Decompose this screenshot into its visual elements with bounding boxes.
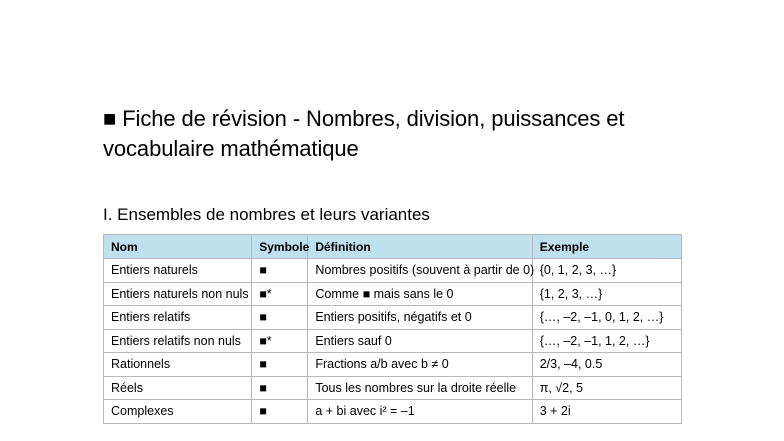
header-symbole: Symbole [252, 235, 308, 259]
cell-definition: Entiers positifs, négatifs et 0 [308, 306, 532, 330]
table-row [104, 353, 682, 377]
cell-definition: Comme ■ mais sans le 0 [308, 282, 532, 306]
cell-definition: Tous les nombres sur la droite réelle [308, 376, 532, 400]
document-title: ■ Fiche de révision - Nombres, division, puissances et vocabulaire mathématique [103, 106, 625, 161]
table-row [104, 329, 682, 353]
cell-symbole: ■ [252, 353, 308, 377]
cell-symbole: ■* [252, 282, 308, 306]
table-row [104, 376, 682, 400]
cell-definition: Entiers sauf 0 [308, 329, 532, 353]
cell-definition: Fractions a/b avec b ≠ 0 [308, 353, 532, 377]
table-header-row [104, 235, 682, 259]
cell-nom: Entiers relatifs non nuls [104, 329, 252, 353]
header-exemple: Exemple [532, 235, 681, 259]
cell-exemple: 2/3, –4, 0.5 [532, 353, 681, 377]
cell-symbole: ■ [252, 376, 308, 400]
cell-nom: Réels [104, 376, 252, 400]
table-row [104, 400, 682, 424]
section-heading: I. Ensembles de nombres et leurs variantes [103, 205, 430, 224]
table-row [104, 306, 682, 330]
cell-nom: Complexes [104, 400, 252, 424]
cell-symbole: ■* [252, 329, 308, 353]
cell-nom: Rationnels [104, 353, 252, 377]
cell-nom: Entiers naturels [104, 259, 252, 283]
cell-symbole: ■ [252, 259, 308, 283]
cell-exemple: {…, –2, –1, 1, 2, …} [532, 329, 681, 353]
cell-symbole: ■ [252, 400, 308, 424]
number-sets-table [103, 234, 682, 424]
cell-exemple: 3 + 2i [532, 400, 681, 424]
header-definition: Définition [308, 235, 532, 259]
cell-nom: Entiers naturels non nuls [104, 282, 252, 306]
cell-nom: Entiers relatifs [104, 306, 252, 330]
cell-exemple: π, √2, 5 [532, 376, 681, 400]
table-row [104, 259, 682, 283]
cell-definition: Nombres positifs (souvent à partir de 0) [308, 259, 532, 283]
cell-exemple: {0, 1, 2, 3, …} [532, 259, 681, 283]
cell-exemple: {1, 2, 3, …} [532, 282, 681, 306]
header-nom: Nom [104, 235, 252, 259]
cell-exemple: {…, –2, –1, 0, 1, 2, …} [532, 306, 681, 330]
cell-symbole: ■ [252, 306, 308, 330]
table-row [104, 282, 682, 306]
cell-definition: a + bi avec i² = –1 [308, 400, 532, 424]
